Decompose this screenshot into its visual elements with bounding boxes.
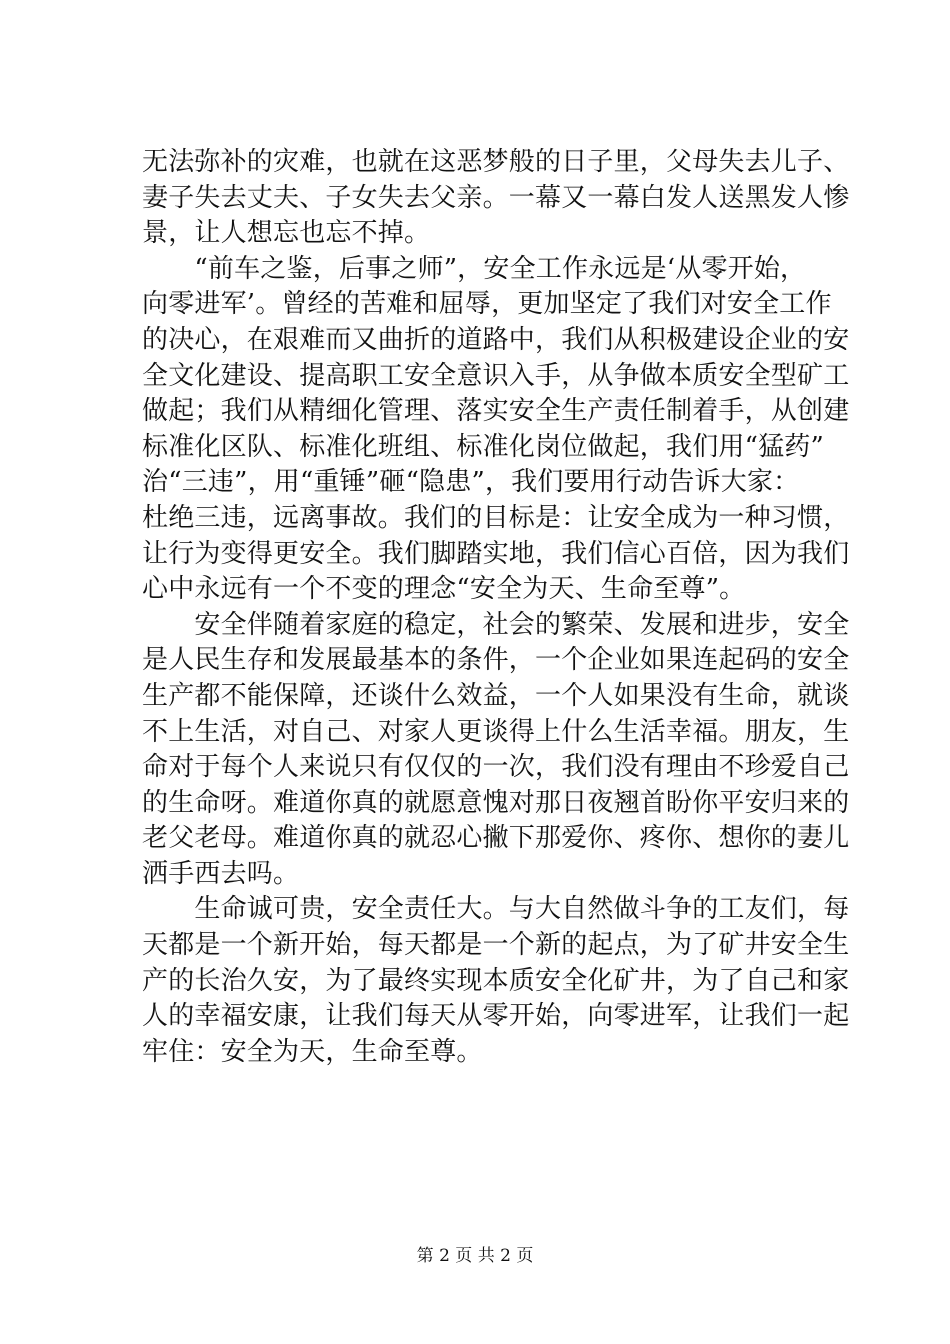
- text-line: 安全伴随着家庭的稳定，社会的繁荣、发展和进步，安全: [142, 609, 850, 640]
- text-line: 全文化建设、提高职工安全意识入手，从争做本质安全型矿工: [142, 360, 850, 391]
- text-line: 标准化区队、标准化班组、标准化岗位做起，我们用“猛药”: [142, 431, 824, 462]
- text-line: 生产都不能保障，还谈什么效益，一个人如果没有生命，就谈: [142, 680, 850, 711]
- text-line: 做起；我们从精细化管理、落实安全生产责任制着手，从创建: [142, 396, 850, 427]
- text-line: 老父老母。难道你真的就忍心撇下那爱你、疼你、想你的妻儿: [142, 823, 850, 854]
- text-line: 心中永远有一个不变的理念“安全为天、生命至尊”。: [142, 574, 746, 605]
- text-line: 景，让人想忘也忘不掉。: [142, 218, 431, 249]
- text-line: 的决心，在艰难而又曲折的道路中，我们从积极建设企业的安: [142, 324, 850, 355]
- text-line: 不上生活，对自己、对家人更谈得上什么生活幸福。朋友，生: [142, 716, 850, 747]
- page-number-footer: 第 2 页 共 2 页: [416, 1246, 534, 1266]
- text-line: 命对于每个人来说只有仅仅的一次，我们没有理由不珍爱自己: [142, 752, 850, 783]
- text-line: 天都是一个新开始，每天都是一个新的起点，为了矿井安全生: [142, 930, 850, 961]
- text-line: 治“三违”，用“重锤”砸“隐患”，我们要用行动告诉大家：: [142, 467, 800, 498]
- text-line: 杜绝三违，远离事故。我们的目标是：让安全成为一种习惯，: [142, 502, 850, 533]
- text-line: “前车之鉴，后事之师”，安全工作永远是‘从零开始，: [142, 253, 807, 284]
- text-line: 牢住：安全为天，生命至尊。: [142, 1036, 483, 1067]
- text-line: 的生命呀。难道你真的就愿意愧对那日夜翘首盼你平安归来的: [142, 787, 850, 818]
- text-line: 妻子失去丈夫、子女失去父亲。一幕又一幕白发人送黑发人惨: [142, 182, 850, 213]
- body-text: [142, 145, 850, 1070]
- text-line: 是人民生存和发展最基本的条件，一个企业如果连起码的安全: [142, 645, 850, 676]
- text-line: 让行为变得更安全。我们脚踏实地，我们信心百倍，因为我们: [142, 538, 850, 569]
- text-line: 产的长治久安，为了最终实现本质安全化矿井，为了自己和家: [142, 965, 850, 996]
- text-line: 无法弥补的灾难，也就在这恶梦般的日子里，父母失去儿子、: [142, 147, 850, 177]
- text-line: 人的幸福安康，让我们每天从零开始，向零进军，让我们一起: [142, 1001, 850, 1032]
- text-line: 向零进军’。曾经的苦难和屈辱，更加坚定了我们对安全工作: [142, 289, 832, 320]
- text-line: 生命诚可贵，安全责任大。与大自然做斗争的工友们，每: [142, 894, 850, 925]
- text-line: 洒手西去吗。: [142, 858, 300, 889]
